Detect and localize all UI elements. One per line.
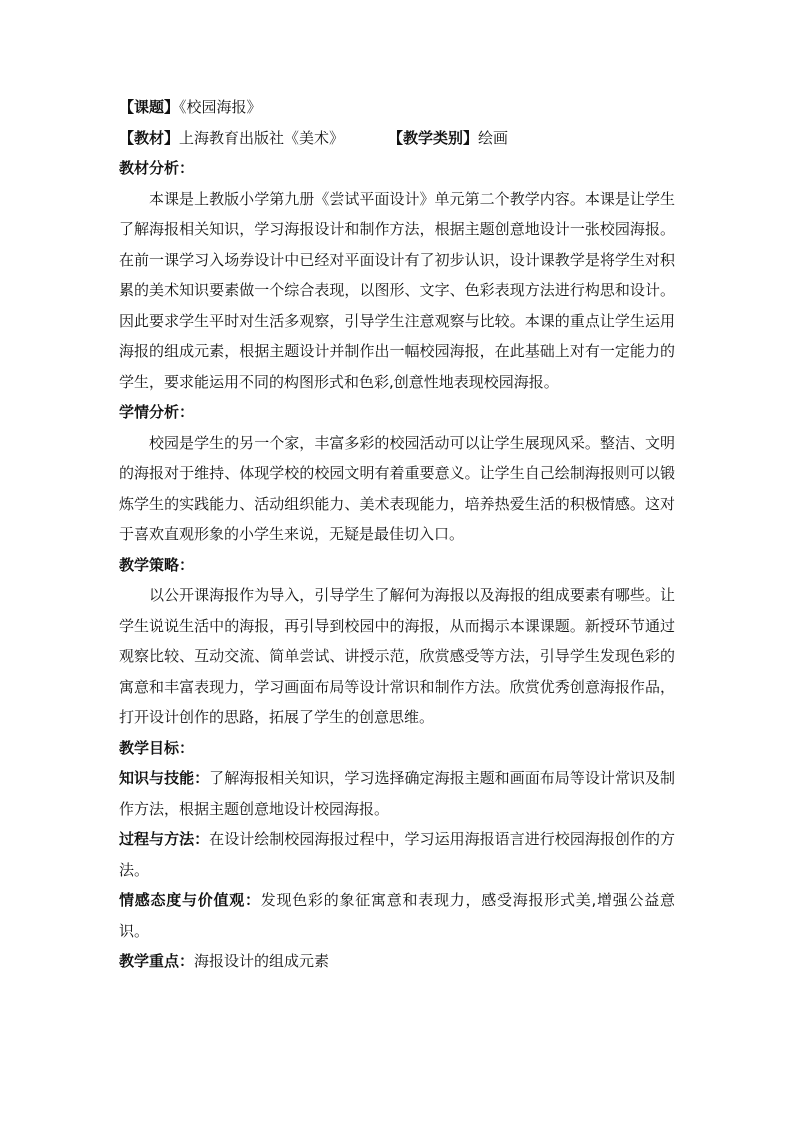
teaching-strategy-body: 以公开课海报作为导入，引导学生了解何为海报以及海报的组成要素有哪些。让学生说说生活中的海报，再引导到校园中的海报，从而揭示本课课题。新授环节通过观察比较、互动交流、简单尝试、讲授示范，欣赏感受等方法，引导学生发现色彩的寓意和丰富表现力，学习画面布局等设计常识和制作方法。欣赏优秀创意海报作品，打开设计创作的思路，拓展了学生的创意思维。 xyxy=(119,586,675,726)
topic-label: 【课题】 xyxy=(119,98,180,116)
textbook-value: 上海教育出版社《美术》 xyxy=(179,128,345,147)
teaching-strategy-heading: 教学策略： xyxy=(119,555,195,574)
textbook-analysis-body: 本课是上教版小学第九册《尝试平面设计》单元第二个教学内容。本课是让学生了解海报相关知识，学习海报设计和制作方法，根据主题创意地设计一张校园海报。在前一课学习入场券设计中已经对平面设计有了初步认识，设计课教学是将学生对积累的美术知识要素做一个综合表现，以图形、文字、色彩表现方法进行构思和设计。因此要求学生平时对生活多观察，引导学生注意观察与比较。本课的重点让学生运用海报的组成元素，根据主题设计并制作出一幅校园海报，在此基础上对有一定能力的学生，要求能运用不同的构图形式和色彩,创意性地表现校园海报。 xyxy=(119,189,675,391)
goal-knowledge-skills-label: 知识与技能： xyxy=(119,769,210,787)
key-point-line xyxy=(119,946,675,977)
goal-knowledge-skills-text: 了解海报相关知识，学习选择确定海报主题和画面布局等设计常识及制作方法，根据主题创意地设计校园海报。 xyxy=(119,769,675,818)
key-point-text: 海报设计的组成元素 xyxy=(194,952,330,970)
topic-value: 《校园海报》 xyxy=(179,98,262,116)
category-value: 绘画 xyxy=(478,128,509,147)
textbook-line xyxy=(119,123,675,154)
teaching-goals-heading: 教学目标： xyxy=(119,738,195,757)
goal-process-methods xyxy=(119,824,675,885)
student-analysis-body: 校园是学生的另一个家，丰富多彩的校园活动可以让学生展现风采。整洁、文明的海报对于维持、体现学校的校园文明有着重要意义。让学生自己绘制海报则可以锻炼学生的实践能力、活动组织能力、美术表现能力，培养热爱生活的积极情感。这对于喜欢直观形象的小学生来说，无疑是最佳切入口。 xyxy=(119,433,675,543)
category-label: 【教学类别】 xyxy=(388,128,479,147)
lesson-plan-page xyxy=(119,92,675,977)
textbook-label: 【教材】 xyxy=(119,128,180,147)
goal-emotion-values-text: 发现色彩的象征寓意和表现力，感受海报形式美,增强公益意识。 xyxy=(119,891,675,940)
goal-emotion-values xyxy=(119,885,675,946)
student-analysis-heading: 学情分析： xyxy=(119,403,195,421)
goal-knowledge-skills xyxy=(119,763,675,824)
textbook-analysis-heading: 教材分析： xyxy=(119,159,195,177)
goal-emotion-values-label: 情感态度与价值观： xyxy=(119,891,261,909)
key-point-label: 教学重点： xyxy=(119,952,195,970)
goal-process-methods-label: 过程与方法： xyxy=(119,830,210,848)
goal-process-methods-text: 在设计绘制校园海报过程中，学习运用海报语言进行校园海报创作的方法。 xyxy=(119,830,675,879)
topic-line xyxy=(119,92,675,123)
